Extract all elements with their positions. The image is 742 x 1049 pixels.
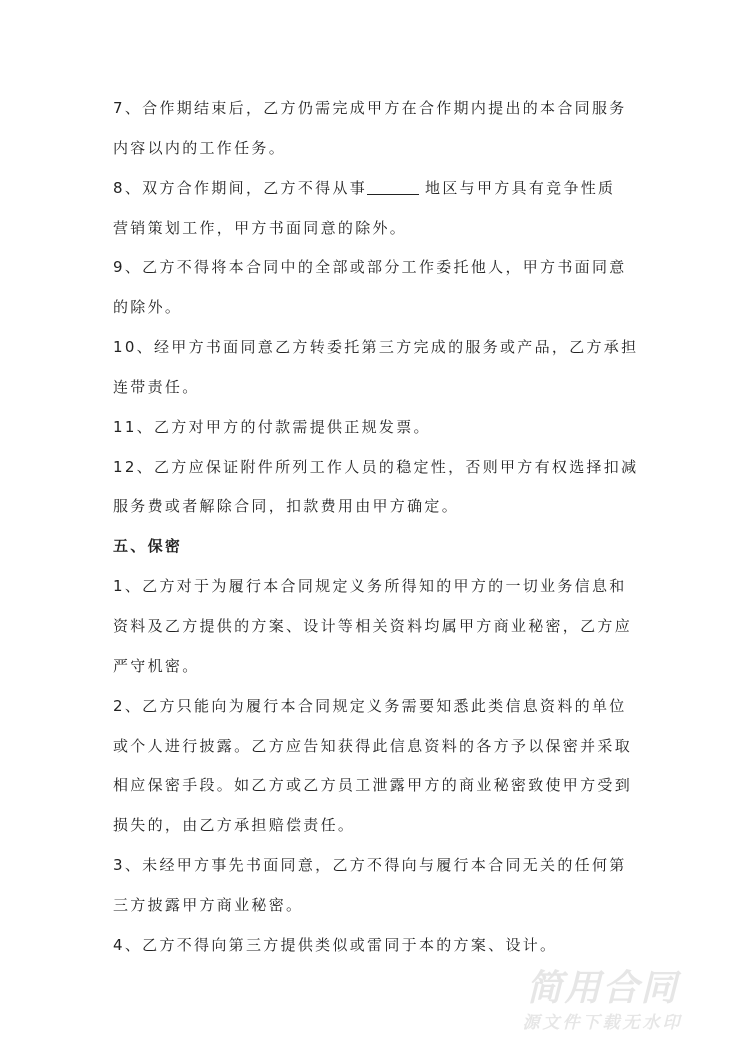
- clause-11: 11、乙方对甲方的付款需提供正规发票。: [113, 417, 431, 436]
- clause-8-line-1: [113, 172, 643, 212]
- clause-7-line-2: 内容以内的工作任务。: [113, 138, 287, 157]
- clause-8-text-b: 地区与甲方具有竞争性质: [425, 178, 616, 197]
- conf-2-line-4: 损失的，由乙方承担赔偿责任。: [113, 816, 356, 835]
- watermark: [510, 968, 695, 1036]
- clause-9-line-1: 9、乙方不得将本合同中的全部或部分工作委托他人，甲方书面同意: [113, 258, 627, 277]
- conf-1-line-1: 1、乙方对于为履行本合同规定义务所得知的甲方的一切业务信息和: [113, 577, 627, 596]
- conf-2-line-2: 或个人进行披露。乙方应告知获得此信息资料的各方予以保密并采取: [113, 736, 633, 755]
- conf-2-line-3: 相应保密手段。如乙方或乙方员工泄露甲方的商业秘密致使甲方受到: [113, 776, 633, 795]
- blank-field: [367, 178, 419, 195]
- watermark-brand: 简用合同: [526, 968, 679, 1009]
- clause-10-line-1: 10、经甲方书面同意乙方转委托第三方完成的服务或产品，乙方承担: [113, 338, 639, 357]
- watermark-tagline: 源文件下载无水印: [522, 1013, 683, 1033]
- document-page: [113, 92, 643, 969]
- clause-7-line-1: 7、合作期结束后，乙方仍需完成甲方在合作期内提出的本合同服务: [113, 99, 627, 117]
- conf-3-line-2: 三方披露甲方商业秘密。: [113, 895, 304, 914]
- clause-12-line-2: 服务费或者解除合同，扣款费用由甲方确定。: [113, 497, 460, 516]
- conf-1-line-2: 资料及乙方提供的方案、设计等相关资料均属甲方商业秘密，乙方应: [113, 616, 633, 635]
- clause-8-text-a: 8、双方合作期间，乙方不得从事: [113, 178, 368, 197]
- clause-9-line-2: 的除外。: [113, 298, 183, 317]
- conf-1-line-3: 严守机密。: [113, 656, 200, 675]
- section-heading-confidentiality: 五、保密: [113, 537, 183, 556]
- conf-2-line-1: 2、乙方只能向为履行本合同规定义务需要知悉此类信息资料的单位: [113, 696, 627, 715]
- conf-4: 4、乙方不得向第三方提供类似或雷同于本的方案、设计。: [113, 935, 558, 954]
- clause-8-line-2: 营销策划工作，甲方书面同意的除外。: [113, 218, 408, 237]
- clause-12-line-1: 12、乙方应保证附件所列工作人员的稳定性，否则甲方有权选择扣减: [113, 457, 639, 476]
- clause-10-line-2: 连带责任。: [113, 377, 200, 396]
- conf-3-line-1: 3、未经甲方事先书面同意，乙方不得向与履行本合同无关的任何第: [113, 856, 627, 875]
